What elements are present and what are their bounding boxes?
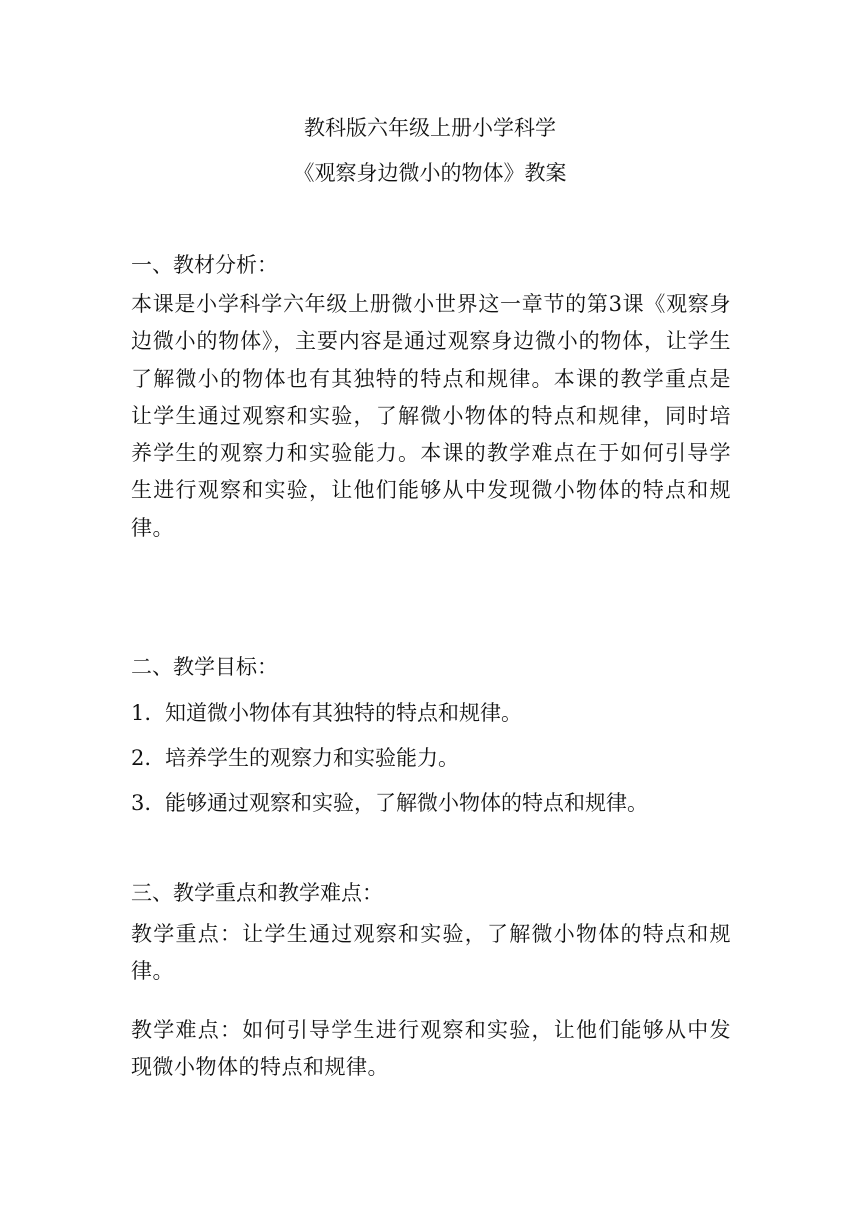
document-title: 教科版六年级上册小学科学 — [304, 116, 556, 140]
teaching-key-point: 教学重点：让学生通过观察和实验，了解微小物体的特点和规律。 — [131, 922, 731, 984]
goal-item-number: 3. — [131, 791, 152, 815]
teaching-difficulty: 教学难点：如何引导学生进行观察和实验，让他们能够从中发现微小物体的特点和规律。 — [131, 1018, 731, 1080]
goal-item — [131, 698, 522, 728]
section-heading-teaching-goals: 二、教学目标： — [131, 655, 278, 679]
goal-item-text: 能够通过观察和实验，了解微小物体的特点和规律。 — [165, 791, 648, 815]
goal-item — [131, 743, 459, 773]
section-heading-key-and-difficult-points: 三、教学重点和教学难点： — [131, 881, 383, 905]
goal-item-number: 1. — [131, 701, 152, 725]
goal-item-text: 培养学生的观察力和实验能力。 — [165, 746, 459, 770]
goal-item-text: 知道微小物体有其独特的特点和规律。 — [165, 701, 522, 725]
document-subtitle: 《观察身边微小的物体》教案 — [293, 161, 567, 185]
section-body-materials-analysis: 本课是小学科学六年级上册微小世界这一章节的第3课《观察身边微小的物体》，主要内容是通过观察身边微小的物体，让学生了解微小的物体也有其独特的特点和规律。本课的教学重点是让学生通过观察和实验，了解微小物体的特点和规律，同时培养学生的观察力和实验能力。本课的教学难点在于如何引导学生进行观察和实验，让他们能够从中发现微小物体的特点和规律。 — [131, 292, 731, 540]
goal-item-number: 2. — [131, 746, 152, 770]
goal-item — [131, 788, 648, 818]
section-heading-materials-analysis: 一、教材分析： — [131, 253, 278, 277]
